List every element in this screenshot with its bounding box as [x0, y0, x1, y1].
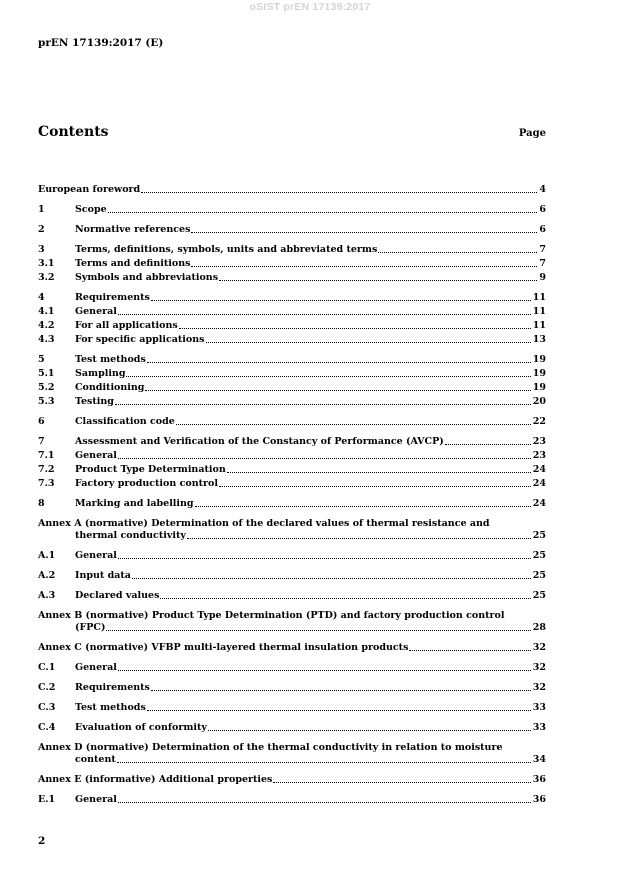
toc-entry-number: 5 — [38, 354, 45, 365]
toc-entry[interactable] — [38, 478, 546, 490]
toc-entry-title: Sampling — [75, 368, 126, 379]
toc-entry-number: C.3 — [38, 702, 56, 713]
toc-entry-page: 9 — [539, 272, 546, 283]
toc-leader — [179, 328, 531, 329]
toc-entry-title: Declared values — [75, 590, 160, 601]
toc-entry-page: 32 — [532, 682, 546, 693]
toc-entry-page: 11 — [532, 306, 546, 317]
toc-entry-page: 36 — [532, 794, 546, 805]
toc-entry-number: 3.1 — [38, 258, 55, 269]
toc-entry-title: General — [75, 662, 117, 673]
toc-entry[interactable] — [38, 450, 546, 462]
toc-entry-title: Terms, definitions, symbols, units and abbreviated terms — [75, 244, 378, 255]
toc-entry-page: 25 — [532, 590, 546, 601]
toc-entry[interactable] — [38, 794, 546, 806]
watermark: oSIST prEN 17139:2017 — [249, 1, 371, 13]
toc-entry-title: Marking and labelling — [75, 498, 194, 509]
toc-entry-title: Requirements — [75, 682, 150, 693]
toc-entry-page: 7 — [539, 244, 546, 255]
toc-entry-page: 20 — [532, 396, 546, 407]
toc-entry-title: Classification code — [75, 416, 175, 427]
contents-heading: Contents — [38, 124, 109, 140]
toc-entry[interactable] — [38, 662, 546, 674]
toc-leader — [115, 404, 531, 405]
toc-leader — [227, 472, 531, 473]
toc-entry-title: European foreword — [38, 184, 141, 195]
toc-entry-page: 6 — [539, 204, 546, 215]
toc-entry-page: 23 — [532, 436, 546, 447]
toc-entry[interactable] — [38, 368, 546, 380]
toc-entry[interactable] — [38, 204, 546, 216]
toc-annex-title-continued: thermal conductivity — [75, 530, 186, 541]
toc-entry-number: 2 — [38, 224, 45, 235]
toc-entry-number: 6 — [38, 416, 45, 427]
toc-entry-title: Requirements — [75, 292, 150, 303]
toc-leader — [118, 558, 531, 559]
toc-entry-number: 8 — [38, 498, 45, 509]
toc-annex-entry[interactable] — [38, 774, 546, 786]
toc-entry-page: 24 — [532, 464, 546, 475]
toc-entry-title: Evaluation of conformity — [75, 722, 207, 733]
toc-leader — [151, 300, 531, 301]
toc-entry-page: 34 — [532, 754, 546, 765]
toc-leader — [106, 630, 530, 631]
toc-entry-number: 4.1 — [38, 306, 55, 317]
toc-entry-number: 7 — [38, 436, 45, 447]
toc-entry-page: 25 — [532, 550, 546, 561]
toc-entry[interactable] — [38, 682, 546, 694]
toc-leader — [108, 212, 538, 213]
toc-leader — [147, 710, 531, 711]
toc-entry-page: 32 — [532, 642, 546, 653]
toc-entry[interactable] — [38, 498, 546, 510]
toc-leader — [126, 376, 530, 377]
toc-entry-number: 3.2 — [38, 272, 55, 283]
toc-leader — [195, 506, 531, 507]
toc-leader — [219, 486, 531, 487]
toc-leader — [191, 266, 537, 267]
toc-entry-page: 11 — [532, 292, 546, 303]
toc-annex-entry[interactable] — [38, 642, 546, 654]
toc-leader — [117, 762, 531, 763]
toc-annex-title-continued: content — [75, 754, 116, 765]
toc-leader — [160, 598, 530, 599]
toc-entry-title: Terms and definitions — [75, 258, 191, 269]
toc-entry[interactable] — [38, 272, 546, 284]
toc-entry-page: 25 — [532, 570, 546, 581]
toc-entry-page: 23 — [532, 450, 546, 461]
toc-entry-title: Assessment and Verification of the Constancy of Performance (AVCP) — [75, 436, 444, 447]
toc-entry-page: 33 — [532, 702, 546, 713]
page-number: 2 — [38, 835, 46, 847]
toc-entry-title: Test methods — [75, 702, 146, 713]
toc-entry-page: 32 — [532, 662, 546, 673]
toc-annex-title: Annex E (informative) Additional properties — [38, 774, 273, 785]
toc-entry-number: 7.3 — [38, 478, 55, 489]
toc-entry-number: 5.1 — [38, 368, 55, 379]
toc-entry-number: C.1 — [38, 662, 56, 673]
toc-leader — [445, 444, 531, 445]
toc-entry-number: C.2 — [38, 682, 56, 693]
toc-leader — [141, 192, 537, 193]
toc-annex-title: Annex B (normative) Product Type Determination (PTD) and factory production control — [38, 610, 505, 621]
page-column-label: Page — [518, 128, 546, 139]
toc-entry[interactable] — [38, 416, 546, 428]
toc-entry-page: 25 — [532, 530, 546, 541]
toc-entry[interactable] — [38, 722, 546, 734]
toc-entry[interactable] — [38, 354, 546, 366]
toc-entry[interactable] — [38, 702, 546, 714]
toc-leader — [145, 390, 530, 391]
toc-leader — [151, 690, 531, 691]
toc-entry-page: 4 — [539, 184, 546, 195]
toc-entry-page: 11 — [532, 320, 546, 331]
toc-entry-title: Scope — [75, 204, 107, 215]
toc-entry-page: 36 — [532, 774, 546, 785]
toc-entry-page: 22 — [532, 416, 546, 427]
toc-entry-title: Testing — [75, 396, 114, 407]
toc-leader — [409, 650, 530, 651]
toc-entry-page: 33 — [532, 722, 546, 733]
toc-entry[interactable] — [38, 570, 546, 582]
table-of-contents — [38, 184, 546, 806]
toc-entry-number: C.4 — [38, 722, 56, 733]
toc-entry-title: General — [75, 306, 117, 317]
toc-entry-page: 6 — [539, 224, 546, 235]
toc-entry[interactable] — [38, 590, 546, 602]
toc-annex-title: Annex C (normative) VFBP multi-layered thermal insulation products — [38, 642, 409, 653]
toc-entry[interactable] — [38, 184, 546, 196]
toc-leader — [118, 670, 531, 671]
toc-leader — [208, 730, 531, 731]
toc-leader — [378, 252, 537, 253]
toc-entry[interactable] — [38, 464, 546, 476]
toc-entry[interactable] — [38, 292, 546, 304]
toc-leader — [191, 232, 537, 233]
toc-leader — [176, 424, 531, 425]
toc-entry-page: 19 — [532, 382, 546, 393]
toc-entry[interactable] — [38, 320, 546, 332]
toc-entry-number: A.3 — [38, 590, 56, 601]
toc-annex-title: Annex D (normative) Determination of the thermal conductivity in relation to moisture — [38, 742, 503, 753]
toc-entry[interactable] — [38, 396, 546, 408]
toc-entry-title: Test methods — [75, 354, 146, 365]
toc-entry-title: Normative references — [75, 224, 191, 235]
toc-entry-number: 5.3 — [38, 396, 55, 407]
toc-annex-entry[interactable] — [38, 742, 546, 766]
toc-entry-page: 13 — [532, 334, 546, 345]
toc-entry-page: 24 — [532, 478, 546, 489]
toc-entry-page: 19 — [532, 368, 546, 379]
toc-entry-title: For all applications — [75, 320, 178, 331]
toc-entry-number: 1 — [38, 204, 45, 215]
toc-leader — [118, 802, 531, 803]
toc-leader — [147, 362, 531, 363]
toc-entry-title: Product Type Determination — [75, 464, 226, 475]
toc-leader — [273, 782, 530, 783]
toc-annex-entry[interactable] — [38, 518, 546, 542]
toc-entry[interactable] — [38, 224, 546, 236]
toc-entry-number: 4 — [38, 292, 45, 303]
toc-annex-entry[interactable] — [38, 610, 546, 634]
toc-entry-number: 7.1 — [38, 450, 55, 461]
toc-entry-title: For specific applications — [75, 334, 205, 345]
toc-entry-title: Factory production control — [75, 478, 218, 489]
toc-entry-number: 4.3 — [38, 334, 55, 345]
toc-entry-page: 24 — [532, 498, 546, 509]
toc-entry-page: 28 — [532, 622, 546, 633]
toc-entry[interactable] — [38, 306, 546, 318]
toc-entry[interactable] — [38, 244, 546, 256]
toc-leader — [219, 280, 537, 281]
toc-leader — [118, 458, 531, 459]
toc-entry-page: 19 — [532, 354, 546, 365]
document-id: prEN 17139:2017 (E) — [38, 37, 164, 49]
toc-annex-title: Annex A (normative) Determination of the declared values of thermal resistance and — [38, 518, 490, 529]
toc-entry-title: General — [75, 450, 117, 461]
toc-leader — [118, 314, 531, 315]
toc-entry-title: Input data — [75, 570, 131, 581]
toc-entry[interactable] — [38, 334, 546, 346]
toc-entry[interactable] — [38, 550, 546, 562]
toc-entry-page: 7 — [539, 258, 546, 269]
toc-entry-title: General — [75, 794, 117, 805]
toc-entry-title: Symbols and abbreviations — [75, 272, 219, 283]
toc-entry[interactable] — [38, 258, 546, 270]
toc-entry-title: General — [75, 550, 117, 561]
toc-entry[interactable] — [38, 382, 546, 394]
toc-entry-number: 5.2 — [38, 382, 55, 393]
toc-entry-title: Conditioning — [75, 382, 145, 393]
toc-annex-title-continued: (FPC) — [75, 622, 106, 633]
toc-leader — [206, 342, 531, 343]
toc-entry-number: 7.2 — [38, 464, 55, 475]
toc-entry[interactable] — [38, 436, 546, 448]
toc-entry-number: 4.2 — [38, 320, 55, 331]
toc-entry-number: 3 — [38, 244, 45, 255]
toc-entry-number: A.2 — [38, 570, 56, 581]
toc-entry-number: E.1 — [38, 794, 56, 805]
toc-leader — [132, 578, 531, 579]
toc-leader — [187, 538, 531, 539]
toc-entry-number: A.1 — [38, 550, 56, 561]
